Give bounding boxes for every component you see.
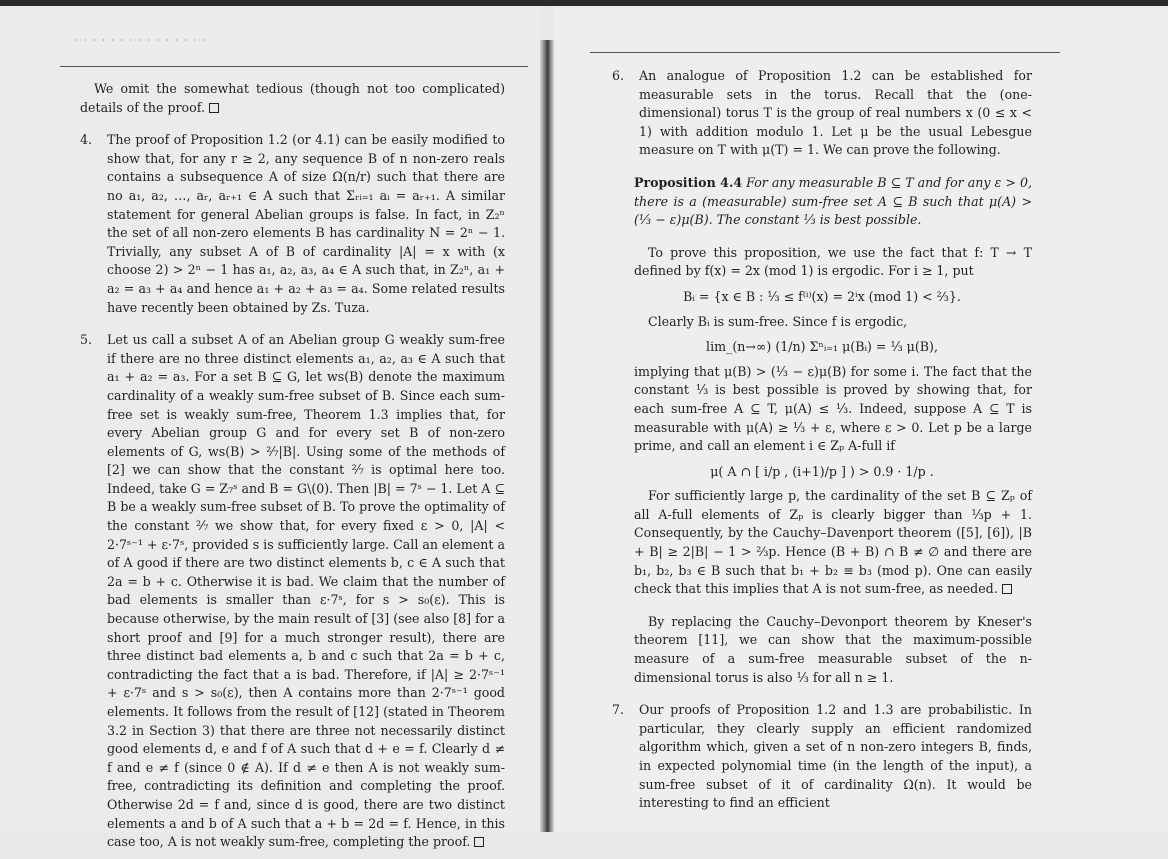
formula-Bi: Bᵢ = {x ∈ B : ⅓ ≤ f⁽ⁱ⁾(x) = 2ⁱx (mod 1) < ⅔}. — [683, 288, 961, 304]
remark-body: Let us call a subset A of an Abelian group G weakly sum-free if there are no three distinct elements a₁, a₂, a₃ ∈ A such that a₁ + a₂ = a₃. For a set B ⊆ G, let ws(B) denote the maximum cardinality of a weakly sum-free subset of B. Since each sum-free set is weakly sum-free, Theorem 1.3 implies that, for every Abelian group G and for every set B of non-zero elements of G, ws(B) > ²⁄₇|B|. Using some of the methods of [2] we can show that the constant ²⁄₇ is optimal here too. Indeed, take G = Z₇ˢ and B = G\(0). Then |B| = 7ˢ − 1. Let A ⊆ B be a weakly sum-free subset of B. To prove the optimality of the constant ²⁄₇ we show that, for every fixed ε > 0, |A| < 2·7ˢ⁻¹ + ε·7ˢ, provided s is sufficiently large. Call an element a of A good if there are two distinct elements b, c ∈ A such that 2a = b + c. Otherwise it is bad. We claim that the number of bad elements is smaller than ε·7ˢ, for s > s₀(ε). This is because otherwise, by the main result of [3] (see also [8] for a short proof and [9] for a much stronger result), there are three distinct bad elements a, b and c such that 2a = b + c, contradicting the fact that a is bad. Therefore, if |A| ≥ 2·7ˢ⁻¹ + ε·7ˢ and s > s₀(ε), then A contains more than 2·7ˢ⁻¹ good elements. It follows from the result of [12] (stated in Theorem 3.2 in Section 3) that there are three not necessarily distinct good elements d, e and f of A such that d + e = f. Clearly d ≠ f and e ≠ f (since 0 ∉ A). If d ≠ e then A is not weakly sum-free, contradicting its definition and completing the proof. Otherwise 2d = f and, since d is good, there are two distinct elements a and b of A such that a + b = 2d = f. Hence, in this case too, A is not weakly sum-free, completing the proof. — [107, 332, 505, 850]
proof-paragraph-5: By replacing the Cauchy–Devonport theorem by Kneser's theorem [11], we can show that the maximum-possible measure of a sum-free measurable subset of the n-dimensional torus is also ⅓ for all n ≥ 1. — [634, 613, 1032, 685]
remark-number: 4. — [80, 132, 93, 148]
formula-a-full: μ( A ∩ [ i/p , (i+1)/p ] ) > 0.9 · 1/p . — [710, 463, 934, 479]
remark-text: The proof of Proposition 1.2 (or 4.1) can be easily modified to show that, for any r ≥ 2, any sequence B of n non-zero reals contains a subsequence A of size Ω(n/r) such that there are no a₁, a₂, …, aᵣ, aᵣ₊₁ ∈ A such that Σᵣᵢ₌₁ aᵢ = aᵣ₊₁. A similar statement for general Abelian groups is false. In fact, in Z₂ⁿ the set of all non-zero elements B has cardinality N = 2ⁿ − 1. Trivially, any subset A of B of cardinality |A| = x with (x choose 2) > 2ⁿ − 1 has a₁, a₂, a₃, a₄ ∈ A such that, in Z₂ⁿ, a₁ + a₂ = a₃ + a₄ and hence a₁ + a₂ + a₃ = a₄. Some related results have recently been obtained by Zs. Tuza. — [107, 132, 505, 315]
remark-text: Our proofs of Proposition 1.2 and 1.3 are probabilistic. In particular, they clearly supply an efficient randomized algorithm which, given a set of n non-zero integers B, finds, in expected polynomial time (in the length of the input), a sum-free subset of it of cardinality Ω(n). It would be interesting to find an efficient — [639, 702, 1032, 811]
remark-text — [107, 331, 505, 852]
qed-symbol — [1002, 584, 1012, 594]
right-column — [612, 67, 1032, 820]
formula-limit: lim_(n→∞) (1/n) Σⁿᵢ₌₁ μ(Bᵢ) = ⅓ μ(B), — [706, 339, 938, 355]
remark-number: 6. — [612, 68, 625, 83]
proposition-block — [612, 174, 1032, 230]
remark-5 — [80, 331, 505, 852]
proof-paragraph-4 — [612, 487, 1032, 599]
intro-text: We omit the somewhat tedious (though not too complicated) details of the proof. — [80, 81, 505, 115]
proposition-statement: For any measurable B ⊆ T and for any ε > 0, there is a (measurable) sum-free set A ⊆ B such that μ(A) > (⅓ − ε)μ(B). The constant ⅓ is best possible. — [634, 174, 1032, 228]
qed-symbol — [209, 103, 219, 113]
intro-paragraph — [80, 80, 505, 117]
qed-symbol — [474, 837, 484, 847]
remark-7 — [612, 701, 1032, 813]
book-spine — [540, 40, 554, 832]
remark-number: 7. — [612, 702, 625, 718]
remark-6 — [612, 67, 1032, 160]
proposition-title: Proposition 4.4 — [634, 174, 743, 190]
proof-paragraph-2: Clearly Bᵢ is sum-free. Since f is ergodic, — [648, 313, 908, 329]
header-rule-left — [60, 66, 528, 67]
remark-number: 5. — [80, 332, 93, 348]
proof-paragraph-3: implying that μ(B) > (⅓ − ε)μ(B) for some i. The fact that the constant ⅓ is best possible is proved by showing that, for each sum-free A ⊆ T, μ(A) ≤ ⅓. Indeed, suppose A ⊆ T is measurable with μ(A) ≥ ⅓ + ε, where ε > 0. Let p be a large prime, and call an element i ∈ Zₚ A-full if — [634, 363, 1032, 454]
proof-paragraph-1: To prove this proposition, we use the fact that f: T → T defined by f(x) = 2x (mod 1) is ergodic. For i ≥ 1, put — [634, 244, 1032, 279]
proof-paragraph-4-text: For sufficiently large p, the cardinality of the set B ⊆ Zₚ of all A-full elements of Zₚ is clearly bigger than ⅓p + 1. Consequently, by the Cauchy–Davenport theorem ([5], [6]), |B + B| ≥ 2|B| − 1 > ⅔p. Hence (B + B) ∩ B ≠ ∅ and there are b₁, b₂, b₃ ∈ B such that b₁ + b₂ ≡ b₃ (mod p). One can easily check that this implies that A is not sum-free, as needed. — [634, 488, 1032, 597]
remark-text: An analogue of Proposition 1.2 can be established for measurable sets in the torus. Recall that the (one-dimensional) torus T is the group of real numbers x (0 ≤ x < 1) with addition modulo 1. Let μ be the usual Lebesgue measure on T with μ(T) = 1. We can prove the following. — [639, 68, 1032, 158]
left-column — [80, 80, 505, 859]
remark-4 — [80, 131, 505, 317]
header-rule-right — [590, 52, 1060, 53]
running-header: · · · · · · · · · · · · · · · — [75, 36, 207, 45]
